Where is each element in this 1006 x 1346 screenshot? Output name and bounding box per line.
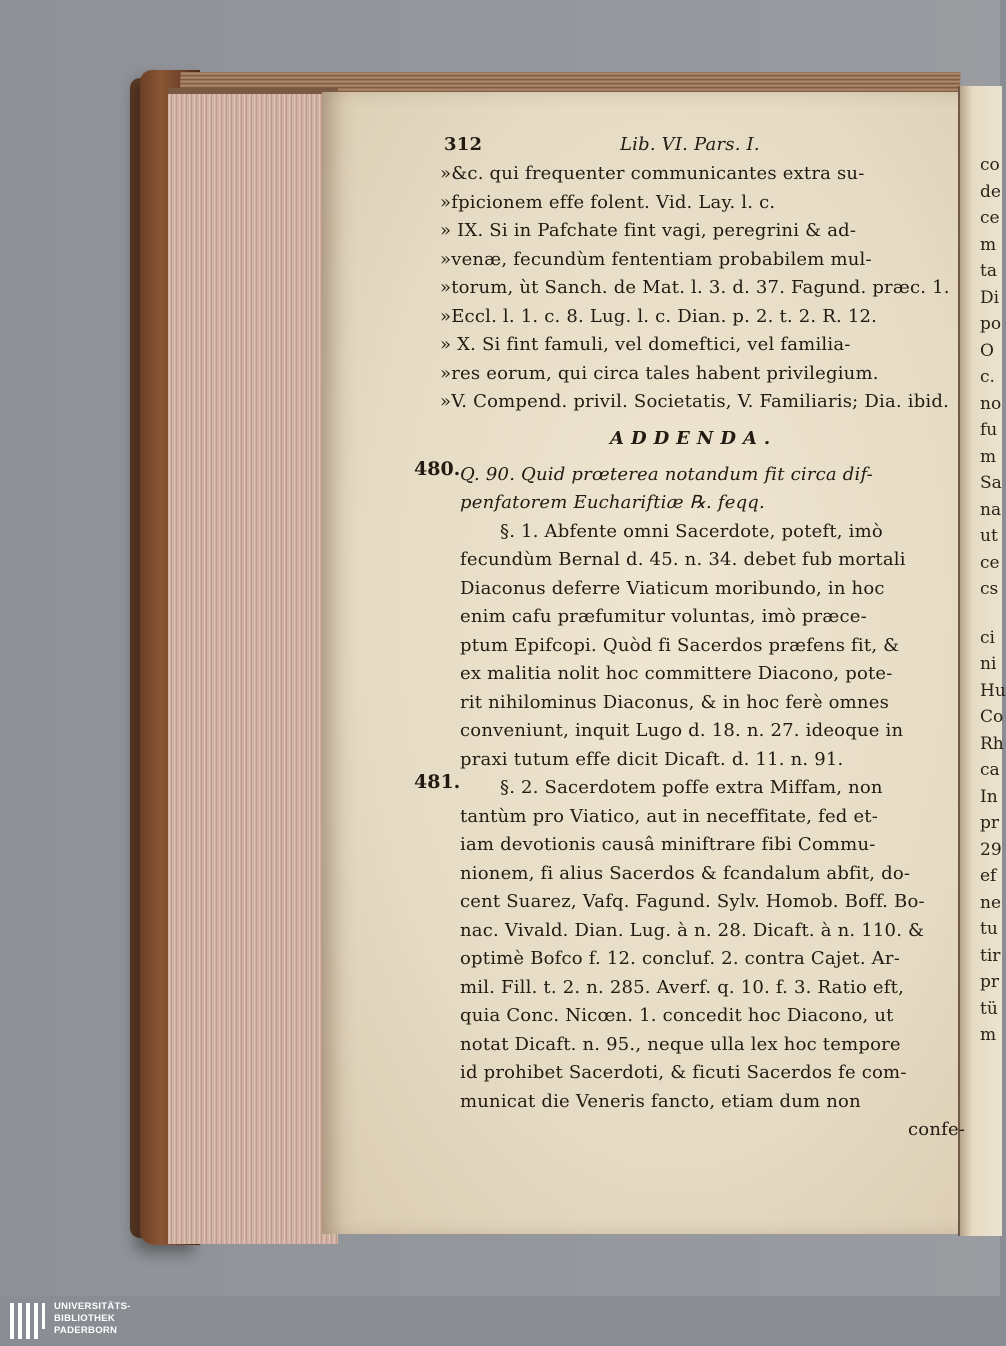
library-logo-text [54,1301,131,1337]
text-line: nionem, fi alius Sacerdos & fcandalum abfit, do- [460,862,911,884]
text-line: tantùm pro Viatico, aut in neceffitate, fed et- [460,805,879,827]
text-line: »res eorum, qui circa tales habent privilegium. [440,362,879,384]
page-number: 312 [444,134,483,155]
facing-page-fragment: tir [980,945,1001,966]
section-heading: ADDENDA. [610,427,778,449]
text-line: »&c. qui frequenter communicantes extra su- [440,163,865,184]
catchword: confe- [908,1119,966,1140]
facing-page-fragment: co [980,155,1000,175]
text-line: » IX. Si in Pafchate fint vagi, peregrini & ad- [440,220,857,241]
text-line: mil. Fill. t. 2. n. 285. Averf. q. 10. f. 3. Ratio eft, [460,976,904,998]
text-line: penfatorem Euchariftiæ ℞. feqq. [460,492,765,513]
facing-page [958,86,1006,1236]
facing-page-fragment: tü [980,998,998,1019]
facing-page-fragment: cs [980,579,999,599]
logo-line: BIBLIOTHEK [54,1313,116,1324]
text-line: quia Conc. Nicœn. 1. concedit hoc Diacono, ut [460,1005,894,1026]
text-line: praxi tutum effe dicit Dicaft. d. 11. n. 91. [460,748,844,770]
running-title: Lib. VI. Pars. I. [620,134,760,155]
facing-page-fragment: ni [980,654,997,674]
text-line: notat Dicaft. n. 95., neque ulla lex hoc tempore [460,1033,901,1055]
facing-page-fragment: ef [980,866,997,886]
text-line: Q. 90. Quid prœterea notandum fit circa dif- [460,463,873,485]
facing-page-fragment: c. [980,367,995,387]
facing-page-fragment: ta [980,261,997,281]
facing-page-fragment: Hu [980,680,1006,701]
facing-page-fragment: fu [980,420,998,440]
facing-page-fragment: ce [980,552,1000,573]
text-line: »Eccl. l. 1. c. 8. Lug. l. c. Dian. p. 2. t. 2. R. 12. [440,305,878,327]
text-line: » X. Si fint famuli, vel domeftici, vel familia- [440,334,851,355]
facing-page-fragment: Sa [980,473,1002,493]
text-line: »fpicionem effe folent. Vid. Lay. l. c. [440,191,776,213]
text-line: ptum Epifcopi. Quòd fi Sacerdos præfens fit, & [460,634,900,656]
facing-page-fragment: m [980,234,997,255]
text-line: optimè Bofco f. 12. concluf. 2. contra Cajet. Ar- [460,948,900,969]
text-line: §. 1. Abfente omni Sacerdote, poteft, imò [500,520,883,542]
text-line: fecundùm Bernal d. 45. n. 34. debet fub mortali [460,549,906,570]
facing-page-fragment: O [980,340,994,361]
facing-page-fragment: pr [980,813,1000,833]
logo-line: UNIVERSITÄTS- [54,1301,131,1312]
facing-page-fragment: ut [980,526,998,546]
facing-page-fragment: m [980,1025,997,1045]
running-head [444,132,760,158]
text-line: »V. Compend. privil. Societatis, V. Familiaris; Dia. ibid. [440,391,950,412]
facing-page-fragment: na [980,499,1002,520]
facing-page-fragment: no [980,393,1002,414]
logo-line: PADERBORN [54,1325,118,1336]
facing-page-fragment: de [980,181,1001,202]
facing-page-fragment: pr [980,972,1000,992]
margin-number: 480. [414,457,461,480]
facing-page-fragment: Co [980,707,1004,727]
facing-page-fragment: Di [980,287,1000,308]
text-line: rit nihilominus Diaconus, & in hoc ferè omnes [460,691,890,713]
facing-page-fragment: ci [980,627,995,648]
library-logo-icon [10,1303,48,1339]
page-fore-edges [168,88,338,1244]
text-line: »torum, ùt Sanch. de Mat. l. 3. d. 37. Fagund. præc. 1. [440,277,950,298]
facing-page-fragment: po [980,314,1002,334]
facing-page-fragment: tu [980,919,998,939]
facing-page-fragment: ne [980,892,1002,913]
text-line: enim cafu præfumitur voluntas, imò præce- [460,606,867,627]
facing-page-fragment: ca [980,760,1000,780]
facing-page-fragment: In [980,786,998,807]
text-line: id prohibet Sacerdoti, & ficuti Sacerdos fe com- [460,1062,907,1083]
facing-page-fragment: m [980,446,997,467]
text-line: iam devotionis causâ miniftrare fibi Commu- [460,834,876,855]
text-line: §. 2. Sacerdotem poffe extra Miffam, non [500,777,883,798]
facing-page-fragment: ce [980,208,1000,228]
text-line: conveniunt, inquit Lugo d. 18. n. 27. ideoque in [460,720,904,741]
text-line: »venæ, fecundùm fententiam probabilem mul- [440,248,872,270]
margin-number: 481. [414,771,461,793]
text-line: ex malitia nolit hoc committere Diacono, pote- [460,663,893,684]
footer-bar [0,1296,1000,1346]
text-line: municat die Veneris fancto, etiam dum non [460,1090,861,1112]
facing-page-fragment: 29 [980,839,1002,860]
text-line: nac. Vivald. Dian. Lug. à n. 28. Dicaft. à n. 110. & [460,919,925,941]
facing-page-fragment: Rh [980,733,1004,754]
text-line: cent Suarez, Vafq. Fagund. Sylv. Homob. Boff. Bo- [460,891,925,912]
text-line: Diaconus deferre Viaticum moribundo, in hoc [460,577,885,599]
